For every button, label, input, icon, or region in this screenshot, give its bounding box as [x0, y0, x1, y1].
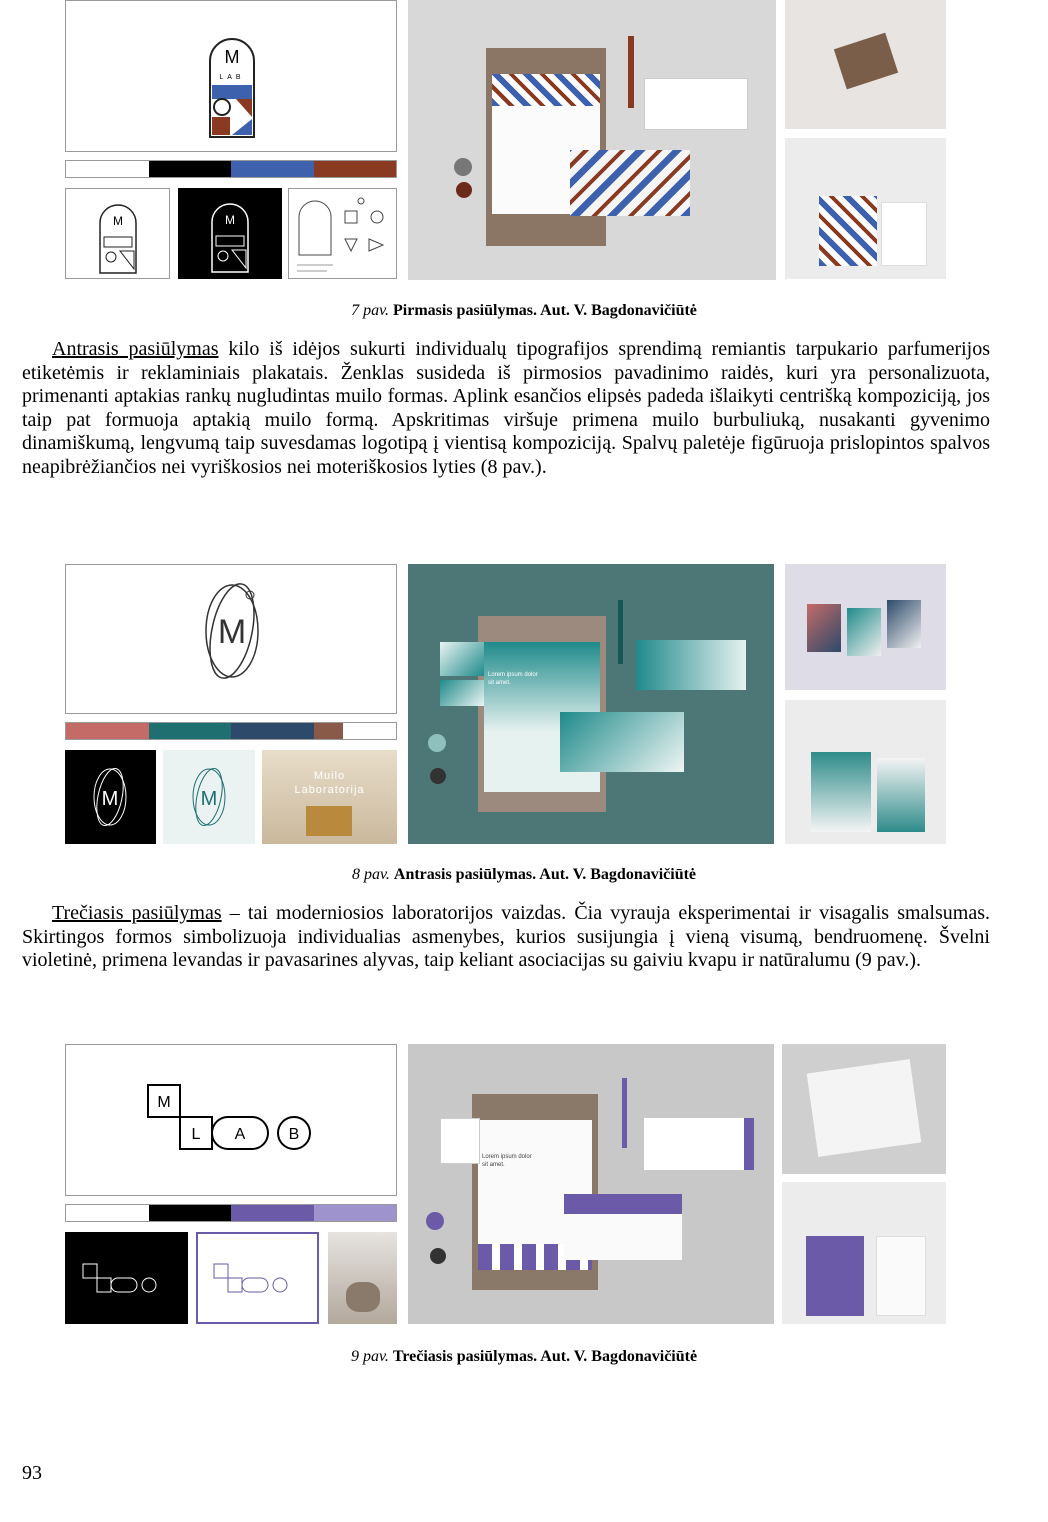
- fig9-clip: [430, 1248, 446, 1264]
- fig8-swatch-1: [66, 723, 149, 739]
- fig8-card-1: [440, 642, 484, 676]
- fig9-logo-small-outline: [196, 1232, 319, 1324]
- fig9-palette: [65, 1204, 397, 1222]
- fig7-logo-mark: [66, 1, 397, 152]
- fig9-letter-text1: Lorem ipsum dolor: [482, 1154, 532, 1160]
- fig8-seal: [428, 734, 446, 752]
- fig8-caption: [0, 866, 1048, 884]
- fig9-swatch-3: [231, 1205, 314, 1221]
- fig8-letter-text2: sit amet.: [488, 680, 511, 686]
- paragraph-2-text: – tai moderniosios laboratorijos vaizdas. Čia vyrauja eksperimentai ir visagalis smalsumas. Skirtingos formos simbolizuoja individualias asmenybes, kurios susijungia į vieną visumą, bendruomenę. Švelni violetinė, primena levandas ir pavasarines alyvas, taip keliant asociacijas su gaiviu kvapu ir natūralumu (9 pav.).: [22, 902, 990, 971]
- fig8-product-box-photo: [785, 564, 946, 690]
- fig7-pen: [628, 36, 634, 108]
- paragraph-1-text: kilo iš idėjos sukurti individualų tipografijos sprendimą remiantis tarpukario parfumerijos etiketėmis ir reklaminiais plakatais. Ženklas susideda iš pirmosios pavadinimo raidės, kuri yra personalizuota, primenanti aptakias rankų nugludintas muilo formas. Aplink esančios elipsės padeda išlaikyti centrišką kompoziciją, jos taip pat formuoja aptakią muilo formą. Apskritimas viršuje primena muilo burbuliuką, nusakanti gyvenimo dinamiškumą, lengvumą taip suvesdamas logotipą į vientisą kompoziciją. Spalvų paletėje figūruoja prislopintos spalvos neapibrėžiančios nei vyriškosios nei moteriškosios lyties (8 pav.).: [22, 338, 990, 478]
- fig7-caption: [0, 302, 1048, 320]
- fig7-logo-small-white: [65, 188, 170, 279]
- fig8-envelope-2: [560, 712, 684, 772]
- fig9-logo-small-black: [65, 1232, 188, 1324]
- fig8-teal-letter: M: [200, 788, 218, 810]
- figure-7: [0, 0, 1048, 280]
- figure-8: [0, 564, 1048, 844]
- fig8-palette: [65, 722, 397, 740]
- fig9-letter-a: A: [234, 1126, 246, 1143]
- fig7-black-letter: M: [225, 213, 235, 227]
- fig9-envelope: [644, 1118, 754, 1170]
- paragraph-1: [22, 338, 990, 479]
- fig7-logo-sub: LAB: [219, 74, 245, 81]
- fig7-logo-panel: [65, 0, 397, 152]
- fig9-caption-text: Trečiasis pasiūlymas. Aut. V. Bagdonavičiūtė: [392, 1348, 698, 1365]
- fig8-stationery-mockup: [408, 564, 774, 844]
- fig8-swatch-2: [149, 723, 232, 739]
- fig7-bags-photo: [785, 138, 946, 279]
- fig8-black-letter: M: [101, 788, 119, 810]
- fig8-bags-photo: [785, 700, 946, 844]
- fig8-poster-line1: Muilo: [313, 770, 346, 782]
- fig7-palette: [65, 160, 397, 178]
- fig7-swatch-1: [66, 161, 149, 177]
- figure-9: [0, 1044, 1048, 1324]
- fig8-pen: [618, 600, 623, 664]
- fig7-construction-panel: [288, 188, 397, 279]
- paragraph-2-lead: Trečiasis pasiūlymas: [52, 902, 222, 924]
- fig9-caption: [0, 1348, 1048, 1366]
- fig8-letter-text1: Lorem ipsum dolor: [488, 672, 538, 678]
- fig9-envelope-2: [564, 1194, 682, 1260]
- fig9-stone-photo: [328, 1232, 397, 1324]
- fig8-logo-panel: [65, 564, 397, 714]
- fig7-small-letter: M: [113, 214, 123, 228]
- fig8-number: 8 pav.: [351, 866, 390, 883]
- fig8-logo-small-black: [65, 750, 156, 844]
- fig8-clip: [430, 768, 446, 784]
- fig9-letter-text2: sit amet.: [482, 1162, 505, 1168]
- fig8-swatch-4: [314, 723, 344, 739]
- fig8-swatch-5: [343, 723, 396, 739]
- fig9-pen: [622, 1078, 627, 1148]
- fig8-card-2: [440, 680, 484, 706]
- fig8-poster-line2: Laboratorija: [294, 784, 365, 796]
- paragraph-1-lead: Antrasis pasiūlymas: [52, 338, 219, 360]
- fig8-caption-text: Antrasis pasiūlymas. Aut. V. Bagdonavičiūtė: [393, 866, 697, 883]
- page-number: 93: [22, 1462, 42, 1484]
- fig7-number: 7 pav.: [351, 302, 389, 319]
- fig9-logo-panel: [65, 1044, 397, 1196]
- fig8-soap-poster: [262, 750, 397, 844]
- fig7-logo-small-black: [178, 188, 282, 279]
- fig9-swatch-4: [314, 1205, 397, 1221]
- fig7-caption-text: Pirmasis pasiūlymas. Aut. V. Bagdonavičiūtė: [393, 302, 697, 319]
- fig9-swatch-1: [66, 1205, 149, 1221]
- fig8-swatch-3: [231, 723, 314, 739]
- fig8-logo-letter: M: [217, 613, 247, 651]
- fig7-stationery-mockup: [408, 0, 776, 280]
- fig9-card: [440, 1118, 480, 1164]
- fig9-number: 9 pav.: [350, 1348, 389, 1365]
- fig8-envelope: [636, 640, 746, 690]
- fig9-stationery-mockup: [408, 1044, 774, 1324]
- fig7-card: [644, 78, 748, 130]
- fig9-letter-m: M: [157, 1094, 171, 1111]
- fig7-wax: [456, 182, 472, 198]
- fig9-letter-l: L: [191, 1126, 201, 1143]
- fig7-seal: [454, 158, 472, 176]
- fig7-swatch-2: [149, 161, 232, 177]
- fig7-product-box-photo: [785, 0, 946, 129]
- fig7-envelope: [570, 150, 690, 216]
- fig8-logo-small-teal: [163, 750, 255, 844]
- fig9-logo-mark: [66, 1045, 397, 1196]
- fig9-product-box-photo: [782, 1044, 946, 1174]
- fig8-logo-mark: [66, 565, 397, 714]
- fig9-letter-b: B: [288, 1126, 300, 1143]
- fig7-swatch-3: [231, 161, 314, 177]
- fig9-bags-photo: [782, 1182, 946, 1324]
- fig9-seal: [426, 1212, 444, 1230]
- fig7-swatch-4: [314, 161, 397, 177]
- paragraph-2: [22, 902, 990, 973]
- fig9-swatch-2: [149, 1205, 232, 1221]
- fig7-logo-letter: M: [224, 47, 240, 67]
